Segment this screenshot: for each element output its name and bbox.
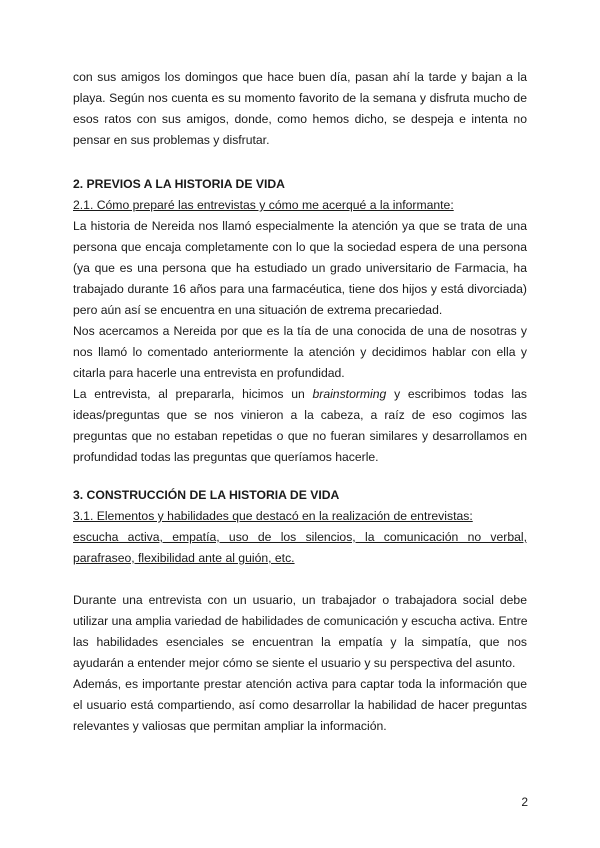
subsection-heading: 2.1. Cómo preparé las entrevistas y cómo me acerqué a la informante: (73, 198, 454, 212)
text-line: La historia de Nereida nos llamó especialmente la atención ya que se trata de una (73, 219, 527, 233)
text-line: trabajado durante 16 años para una farmacéutica, tiene dos hijos y está divorciada) (73, 282, 527, 296)
text-line: el usuario está compartiendo, así como desarrollar la habilidad de hacer preguntas (73, 698, 527, 712)
text-line: pensar en sus problemas y disfrutar. (73, 133, 270, 147)
intro-paragraph (73, 67, 527, 151)
text-line: (ya que es una persona que ha estudiado un grado universitario de Farmacia, ha (73, 261, 527, 275)
section-3-paragraph-2 (73, 674, 527, 737)
subsection-heading-continued: escucha activa, empatía, uso de los silencios, la comunicación no verbal, (73, 530, 527, 544)
text-line: utilizar una amplia variedad de habilidades de comunicación y escucha activa. Entre (73, 614, 528, 628)
text-line: profundidad todas las preguntas que queríamos hacerle. (73, 450, 379, 464)
text-line: Nos acercamos a Nereida por que es la tía de una conocida de una de nosotras y (73, 324, 527, 338)
text-line: nos llamó lo comentado anteriormente la atención y decidimos hablar con ella y (73, 345, 527, 359)
italic-term: brainstorming (312, 387, 387, 401)
text-line: preguntas que no estaban repetidas o que no fueran similares y desarrollamos en (73, 429, 527, 443)
section-2 (73, 174, 527, 468)
section-heading: 3. CONSTRUCCIÓN DE LA HISTORIA DE VIDA (73, 488, 340, 502)
subsection-heading: 3.1. Elementos y habilidades que destacó en la realización de entrevistas: (73, 509, 473, 523)
section-heading: 2. PREVIOS A LA HISTORIA DE VIDA (73, 177, 285, 191)
text-line: playa. Según nos cuenta es su momento favorito de la semana y disfruta mucho de (73, 91, 527, 105)
text-line: La entrevista, al prepararla, hicimos un brainstorming y escribimos todas las (73, 387, 527, 401)
text-line: persona que encaja completamente con lo que la sociedad espera de una persona (73, 240, 527, 254)
text-line: pero aún así se encuentra en una situación de extrema precariedad. (73, 303, 443, 317)
section-3-paragraph-1 (73, 590, 527, 674)
text-line: Durante una entrevista con un usuario, un trabajador o trabajadora social debe (73, 593, 527, 607)
text-line: ideas/preguntas que se nos vinieron a la cabeza, a raíz de eso cogimos las (73, 408, 527, 422)
subsection-heading-continued: parafraseo, flexibilidad ante al guión, etc. (73, 551, 295, 565)
text-line: ayudarán a entender mejor cómo se siente el usuario y su perspectiva del asunto. (73, 656, 516, 670)
text-line: las habilidades esenciales se encuentran la empatía y la simpatía, que nos (73, 635, 527, 649)
text-line: con sus amigos los domingos que hace buen día, pasan ahí la tarde y bajan a la (73, 70, 527, 84)
text-line: esos ratos con sus amigos, donde, como hemos dicho, se despeja e intenta no (73, 112, 527, 126)
section-3 (73, 485, 527, 569)
page-number: 2 (521, 795, 528, 809)
text-line: Además, es importante prestar atención activa para captar toda la información que (73, 677, 527, 691)
text-line: relevantes y valiosas que permitan ampliar la información. (73, 719, 387, 733)
text-line: citarla para hacerle una entrevista en profundidad. (73, 366, 345, 380)
